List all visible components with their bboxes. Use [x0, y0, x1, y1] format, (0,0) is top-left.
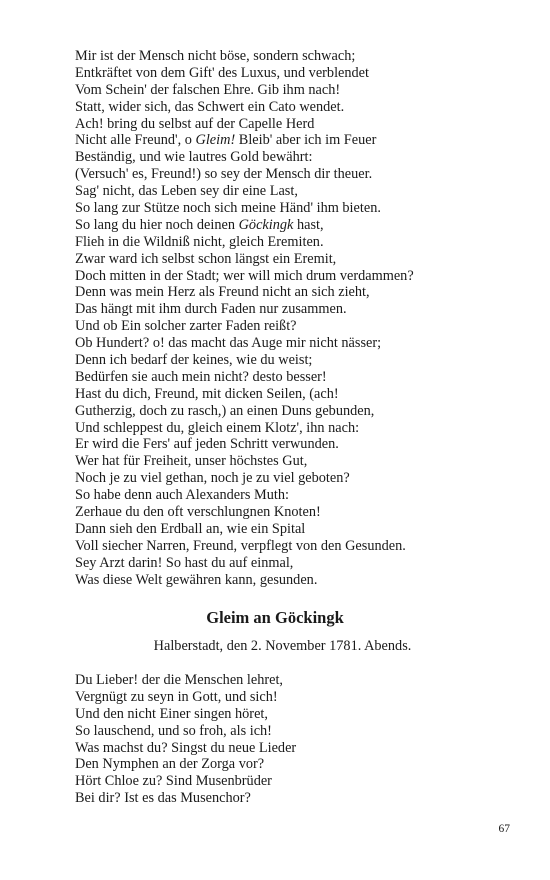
letter-poem: [75, 672, 545, 807]
poem-line: Zerhaue du den oft verschlungnen Knoten!: [75, 504, 321, 521]
emphasized-name: Gleim!: [195, 132, 236, 149]
page-number: 67: [498, 823, 510, 835]
poem-line: Sey Arzt darin! So hast du auf einmal,: [75, 554, 294, 571]
poem-line: Was diese Welt gewähren kann, gesunden.: [75, 571, 318, 588]
poem-line: So habe denn auch Alexanders Muth:: [75, 487, 290, 504]
poem-line: Dann sieh den Erdball an, wie ein Spital: [75, 520, 306, 537]
poem-line: So lang du hier noch deinen Göckingk hast,: [75, 216, 324, 233]
poem-line: Den Nymphen an der Zorga vor?: [75, 756, 265, 773]
poem-line: Denn ich bedarf der keines, wie du weist;: [75, 352, 313, 369]
poem-line: Hört Chloe zu? Sind Musenbrüder: [75, 773, 272, 790]
poem-line: Bei dir? Ist es das Musenchor?: [75, 790, 251, 807]
poem-line: Nicht alle Freund', o Gleim! Bleib' aber ich im Feuer: [75, 132, 377, 149]
poem-line: Das hängt mit ihm durch Faden nur zusammen.: [75, 301, 347, 318]
poem-line: Beständig, und wie lautres Gold bewährt:: [75, 149, 313, 166]
poem-line: Ach! bring du selbst auf der Capelle Herd: [75, 115, 315, 132]
poem-line: Bedürfen sie auch mein nicht? desto besser!: [75, 368, 327, 385]
poem-continuation: [75, 48, 545, 589]
poem-line: So lang zur Stütze noch sich meine Händ' ihm bieten.: [75, 200, 381, 217]
poem-line: So lauschend, und so froh, als ich!: [75, 722, 272, 739]
poem-line: Zwar ward ich selbst schon längst ein Eremit,: [75, 250, 337, 267]
poem-line: Vergnügt zu seyn in Gott, und sich!: [75, 688, 278, 705]
poem-line: Doch mitten in der Stadt; wer will mich drum verdammen?: [75, 267, 414, 284]
poem-line: Was machst du? Singst du neue Lieder: [75, 739, 297, 756]
letter-dateline: Halberstadt, den 2. November 1781. Abends.: [153, 638, 412, 654]
poem-line: Gutherzig, doch zu rasch,) an einen Duns gebunden,: [75, 402, 375, 419]
poem-line: Entkräftet von dem Gift' des Luxus, und verblendet: [75, 64, 370, 81]
poem-line: Voll siecher Narren, Freund, verpflegt von den Gesunden.: [75, 537, 406, 554]
poem-line: (Versuch' es, Freund!) so sey der Mensch dir theuer.: [75, 166, 373, 183]
poem-line: Wer hat für Freiheit, unser höchstes Gut,: [75, 453, 308, 470]
poem-line: Statt, wider sich, das Schwert ein Cato wendet.: [75, 98, 345, 115]
letter-heading: Gleim an Göckingk: [206, 608, 344, 627]
poem-line: Mir ist der Mensch nicht böse, sondern schwach;: [75, 48, 356, 64]
poem-line: Vom Schein' der falschen Ehre. Gib ihm nach!: [75, 81, 341, 98]
emphasized-name: Göckingk: [238, 216, 294, 233]
poem-line: Noch je zu viel gethan, noch je zu viel geboten?: [75, 470, 350, 487]
poem-line: Und den nicht Einer singen höret,: [75, 705, 268, 722]
poem-line: Denn was mein Herz als Freund nicht an sich zieht,: [75, 284, 370, 301]
poem-line: Und schleppest du, gleich einem Klotz', ihn nach:: [75, 419, 360, 436]
poem-line: Du Lieber! der die Menschen lehret,: [75, 672, 284, 688]
poem-line: Hast du dich, Freund, mit dicken Seilen, (ach!: [75, 385, 339, 402]
poem-line: Ob Hundert? o! das macht das Auge mir nicht nässer;: [75, 335, 382, 352]
poem-line: Flieh in die Wildniß nicht, gleich Eremiten.: [75, 233, 324, 250]
poem-line: Er wird die Fers' auf jeden Schritt verwunden.: [75, 436, 339, 453]
poem-line: Und ob Ein solcher zarter Faden reißt?: [75, 318, 297, 335]
poem-line: Sag' nicht, das Leben sey dir eine Last,: [75, 183, 298, 200]
